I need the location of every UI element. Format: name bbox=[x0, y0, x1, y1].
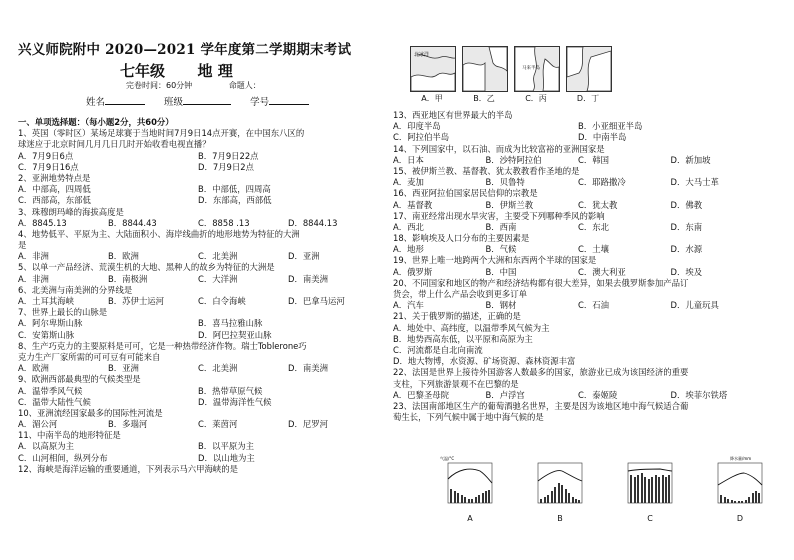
question-line: 22、法国是世界上接待外国游客人数最多的国家，旅游业已成为该国经济的重要 bbox=[393, 367, 689, 378]
option-item[interactable]: C．山河相间，纵列分布 bbox=[18, 452, 108, 463]
option-item[interactable]: C．白令海峡 bbox=[198, 296, 246, 306]
id-blank[interactable] bbox=[269, 94, 309, 105]
option-item[interactable]: C．东北 bbox=[578, 221, 609, 232]
option-item[interactable]: B．伊斯兰教 bbox=[485, 199, 534, 210]
class-field[interactable] bbox=[164, 94, 231, 108]
option-item[interactable]: C．安第斯山脉 bbox=[18, 329, 75, 340]
question-line: 支柱，下列旅游景观不在巴黎的是 bbox=[393, 378, 519, 389]
option-item[interactable]: D．亚洲 bbox=[288, 251, 320, 262]
question-line: 13、西亚地区有世界最大的半岛 bbox=[393, 110, 513, 120]
option-item[interactable]: B．中国 bbox=[485, 266, 517, 277]
option-item[interactable]: B．热带草原气候 bbox=[198, 385, 263, 396]
option-item[interactable]: B．7月9日22点 bbox=[198, 150, 259, 161]
map-a bbox=[410, 46, 456, 92]
map-d bbox=[566, 46, 612, 92]
option-item[interactable]: B．气候 bbox=[485, 244, 517, 255]
climate-charts bbox=[440, 455, 780, 555]
option-item[interactable]: D．南美洲 bbox=[288, 273, 328, 284]
option-item[interactable]: C．耶路撒冷 bbox=[578, 177, 626, 188]
question-line: 克力生产厂家所需的可可豆有可能来自 bbox=[18, 351, 161, 362]
subject-label: 地 理 bbox=[197, 62, 233, 80]
id-label: 学号 bbox=[250, 97, 270, 108]
option-row bbox=[18, 184, 373, 195]
option-row bbox=[393, 300, 773, 311]
option-item[interactable]: B．卢浮宫 bbox=[485, 389, 525, 400]
option-item[interactable]: A．中部高，四周低 bbox=[18, 184, 91, 195]
option-item[interactable]: D．埃及 bbox=[670, 266, 703, 277]
option-row bbox=[393, 121, 773, 132]
option-row bbox=[18, 419, 373, 430]
option-row bbox=[18, 162, 373, 173]
option-row bbox=[18, 251, 373, 262]
option-row bbox=[393, 244, 773, 255]
option-row bbox=[18, 441, 373, 452]
option-item[interactable]: C．石油 bbox=[578, 300, 609, 311]
exam-meta bbox=[126, 80, 295, 91]
option-item[interactable]: B．钢材 bbox=[485, 300, 517, 311]
climate-label-c: C bbox=[647, 514, 653, 523]
option-item[interactable]: D．东南 bbox=[670, 221, 703, 232]
option-item[interactable]: C．莱茵河 bbox=[198, 419, 238, 430]
option-row bbox=[18, 274, 373, 285]
option-row bbox=[393, 267, 773, 278]
map-b bbox=[462, 46, 508, 92]
map-c-caption: C．丙 bbox=[525, 94, 547, 103]
map-c-label: 马来半岛 bbox=[522, 66, 540, 71]
option-item[interactable]: B．8844.43 bbox=[108, 217, 157, 228]
option-item[interactable]: A．阿尔卑斯山脉 bbox=[18, 318, 83, 329]
option-item[interactable]: A．日本 bbox=[393, 154, 424, 165]
option-row bbox=[18, 330, 373, 341]
option-item[interactable]: C．土壤 bbox=[578, 244, 609, 255]
id-field[interactable] bbox=[250, 94, 309, 108]
class-label: 班级 bbox=[164, 97, 184, 108]
question-line: 12、海峡是海洋运输的重要通道，下列表示马六甲海峡的是 bbox=[18, 463, 239, 474]
option-row bbox=[393, 177, 773, 188]
option-item[interactable]: B．以平原为主 bbox=[198, 441, 254, 452]
option-item[interactable]: A．非洲 bbox=[18, 273, 49, 284]
grade-subject bbox=[120, 60, 233, 81]
question-line: 20、不同国家和地区的物产和经济结构都有很大差异，如果去俄罗斯参加产品订 bbox=[393, 277, 689, 288]
name-label: 姓名 bbox=[86, 97, 106, 108]
climate-chart-d bbox=[710, 455, 770, 505]
question-line: 萄生长，下列气候中属于地中海气候的是 bbox=[393, 412, 544, 423]
question-line: 11、中南半岛的地形特征是 bbox=[18, 430, 121, 441]
grade-label: 七年级 bbox=[120, 62, 166, 80]
question-line: 10、亚洲流经国家最多的国际性河流是 bbox=[18, 407, 163, 418]
option-item[interactable]: B．欧洲 bbox=[108, 251, 139, 262]
climate-label-a: A bbox=[467, 514, 473, 523]
map-b-drawing bbox=[463, 47, 507, 91]
right-question-column bbox=[393, 110, 773, 423]
option-item[interactable]: B．苏伊士运河 bbox=[108, 296, 164, 306]
question-line: D．地大物博，水资源、矿场资源、森林资源丰富 bbox=[393, 356, 576, 367]
class-blank[interactable] bbox=[183, 94, 231, 105]
option-item[interactable]: B．贝鲁特 bbox=[485, 177, 525, 188]
option-item[interactable]: C．温带大陆性气候 bbox=[18, 396, 91, 407]
option-row bbox=[18, 296, 373, 307]
exam-title: 兴义师院附中 2020—2021 学年度第二学期期末考试 bbox=[18, 42, 352, 58]
name-field[interactable] bbox=[86, 94, 145, 108]
option-row bbox=[393, 390, 773, 401]
option-item[interactable]: A．湄公河 bbox=[18, 419, 58, 430]
option-item[interactable]: C．阿拉伯半岛 bbox=[393, 132, 450, 143]
option-item[interactable]: A．俄罗斯 bbox=[393, 266, 433, 277]
question-line: 5、以单一产品经济、荒漠生机的大地、黑种人的故乡为特征的大洲是 bbox=[18, 262, 275, 273]
option-item[interactable]: A．温带季风气候 bbox=[18, 385, 83, 396]
option-item[interactable]: A．地形 bbox=[393, 244, 424, 255]
option-row bbox=[18, 318, 373, 329]
option-item[interactable]: A．以高原为主 bbox=[18, 441, 74, 452]
exam-time: 完卷时间：60分钟 bbox=[126, 81, 193, 90]
option-item[interactable]: B．多瑙河 bbox=[108, 419, 148, 430]
option-item[interactable]: A．西北 bbox=[393, 221, 424, 232]
map-d-drawing bbox=[567, 47, 611, 91]
chart-d-unit: 降水量/mm bbox=[730, 456, 752, 461]
option-row bbox=[393, 132, 773, 143]
question-line: 9、欧洲西部最典型的气候类型是 bbox=[18, 374, 141, 385]
question-line: 14、下列国家中，以石油、而成为比较富裕的亚洲国家是 bbox=[393, 143, 605, 154]
option-item[interactable]: A．麦加 bbox=[393, 177, 424, 188]
question-line: 4、地势低平、平原为主、大陆面积小、海岸线曲折的地形地势为特征的大洲 bbox=[18, 228, 300, 239]
option-item[interactable]: B．亚洲 bbox=[108, 363, 139, 374]
option-item[interactable]: A．巴黎圣母院 bbox=[393, 389, 449, 400]
question-line: 19、世界上唯一地跨两个大洲和东西两个半球的国家是 bbox=[393, 255, 597, 266]
option-item[interactable]: B．中部低，四周高 bbox=[198, 184, 271, 195]
option-item[interactable]: B．西南 bbox=[485, 221, 517, 232]
option-item[interactable]: D．儿童玩具 bbox=[670, 300, 719, 311]
student-info-row bbox=[86, 94, 325, 108]
option-item[interactable]: D．温带海洋性气候 bbox=[198, 396, 272, 407]
question-line: 15、被伊斯兰教、基督教、犹太教教看作圣地的是 bbox=[393, 165, 580, 176]
option-item[interactable]: D．大马士革 bbox=[670, 177, 719, 188]
option-item[interactable]: D．东部高，西部低 bbox=[198, 195, 272, 206]
question-line: 3、珠穆朗玛峰的海拔高度是 bbox=[18, 206, 124, 217]
option-item[interactable]: A．非洲 bbox=[18, 251, 49, 262]
name-blank[interactable] bbox=[105, 94, 145, 105]
option-item[interactable]: B．喜马拉雅山脉 bbox=[198, 318, 263, 329]
option-item[interactable]: D．8844.13 bbox=[288, 217, 338, 228]
question-line: 2、亚洲地势特点是 bbox=[18, 172, 91, 183]
map-d-caption: D．丁 bbox=[576, 94, 600, 103]
climate-label-d: D bbox=[736, 514, 744, 523]
option-item[interactable]: C．韩国 bbox=[578, 154, 609, 165]
strait-maps bbox=[410, 46, 610, 102]
climate-chart-a-svg bbox=[440, 455, 500, 511]
option-item[interactable]: A．印度半岛 bbox=[393, 121, 441, 132]
question-line: 货会，带上什么产品会收到更多订单 bbox=[393, 289, 527, 299]
option-item[interactable]: C．北美洲 bbox=[198, 251, 238, 262]
question-line: 17、南亚经常出现水旱灾害，主要受下列哪种季风的影响 bbox=[393, 210, 605, 221]
option-row bbox=[18, 218, 373, 229]
section-heading: 一、单项选择题：（每小题2分，共60分） bbox=[18, 117, 174, 127]
option-item[interactable]: D．尼罗河 bbox=[288, 419, 328, 430]
question-line: 18、影响埃及人口分布的主要因素是 bbox=[393, 233, 530, 244]
option-row bbox=[18, 151, 373, 162]
option-item[interactable]: A．汽车 bbox=[393, 300, 424, 311]
option-item[interactable]: D．7月9日2点 bbox=[198, 161, 254, 172]
climate-chart-c-svg bbox=[620, 455, 680, 511]
option-row bbox=[393, 155, 773, 166]
question-line: B．地势西高东低，以平原和高原为主 bbox=[393, 333, 533, 344]
option-item[interactable]: D．新加坡 bbox=[670, 154, 711, 165]
option-item[interactable]: C．大洋洲 bbox=[198, 273, 238, 284]
question-line: 6、北美洲与南美洲的分界线是 bbox=[18, 284, 133, 295]
map-a-label: 北冰洋 bbox=[414, 52, 430, 58]
option-item[interactable]: C．北美洲 bbox=[198, 363, 238, 374]
option-item[interactable]: C．8858 .13 bbox=[198, 217, 250, 228]
option-item[interactable]: C．澳大利亚 bbox=[578, 266, 626, 277]
climate-chart-d-svg bbox=[710, 455, 770, 511]
left-question-column bbox=[18, 117, 373, 475]
option-row bbox=[18, 453, 373, 464]
option-row bbox=[393, 200, 773, 211]
question-line: 7、世界上最长的山脉是 bbox=[18, 307, 108, 318]
climate-chart-b bbox=[530, 455, 590, 505]
option-item[interactable]: D．水源 bbox=[670, 244, 703, 255]
question-line: 8、生产巧克力的主要原料是可可，它是一种热带经济作物。瑞士Toblerone巧 bbox=[18, 340, 307, 351]
question-line: 是 bbox=[18, 240, 27, 251]
question-line: C．河流都是自北向南流 bbox=[393, 344, 483, 355]
option-item[interactable]: C．犹太教 bbox=[578, 199, 618, 210]
climate-chart-c bbox=[620, 455, 680, 505]
climate-chart-b-svg bbox=[530, 455, 590, 511]
exam-setter: 命题人： bbox=[228, 81, 261, 90]
option-item[interactable]: B．沙特阿拉伯 bbox=[485, 154, 542, 165]
option-item[interactable]: A．土耳其海峡 bbox=[18, 296, 74, 306]
option-item[interactable]: C．西部高，东部低 bbox=[18, 195, 91, 206]
option-item[interactable]: D．中南半岛 bbox=[578, 132, 627, 143]
question-line: 球迷应于北京时间几月几日几时开始收看电视直播？ bbox=[18, 139, 211, 150]
option-item[interactable]: A．7月9日6点 bbox=[18, 150, 74, 161]
option-item[interactable]: D．以山地为主 bbox=[198, 452, 255, 463]
map-b-caption: B．乙 bbox=[473, 94, 495, 103]
option-row bbox=[18, 195, 373, 206]
option-item[interactable]: D．南美洲 bbox=[288, 363, 328, 374]
climate-label-b: B bbox=[557, 514, 563, 523]
option-item[interactable]: B．小亚细亚半岛 bbox=[578, 121, 643, 132]
option-item[interactable]: D．佛教 bbox=[670, 199, 703, 210]
question-line: A．地处中、高纬度，以温带季风气候为主 bbox=[393, 322, 550, 333]
option-item[interactable]: A．8845.13 bbox=[18, 217, 67, 228]
question-line: 21、关于俄罗斯的描述，正确的是 bbox=[393, 311, 521, 322]
option-row bbox=[393, 222, 773, 233]
map-c bbox=[514, 46, 560, 92]
option-item[interactable]: C．7月9日16点 bbox=[18, 161, 79, 172]
option-item[interactable]: C．泰姬陵 bbox=[578, 389, 618, 400]
option-row bbox=[18, 397, 373, 408]
climate-chart-a bbox=[440, 455, 500, 505]
map-a-caption: A．甲 bbox=[421, 94, 443, 103]
option-item[interactable]: D．巴拿马运河 bbox=[288, 296, 345, 306]
option-item[interactable]: B．南极洲 bbox=[108, 273, 148, 284]
question-line: 1、英国（零时区）某场足球赛于当地时间7月9日14点开赛，在中国东八区的 bbox=[18, 128, 305, 139]
option-row bbox=[18, 363, 373, 374]
chart-a-unit: 气温/°C bbox=[440, 456, 455, 461]
question-line: 23、法国南部地区生产的葡萄酒驰名世界，主要是因为该地区地中海气候适合葡 bbox=[393, 400, 689, 411]
map-c-drawing bbox=[515, 47, 559, 91]
question-line: 16、西亚阿拉伯国家居民信仰的宗教是 bbox=[393, 188, 538, 199]
option-item[interactable]: D．阿巴拉契亚山脉 bbox=[198, 329, 272, 340]
map-a-drawing bbox=[411, 47, 455, 91]
option-item[interactable]: A．基督教 bbox=[393, 199, 433, 210]
option-item[interactable]: D．埃菲尔铁塔 bbox=[670, 389, 728, 400]
option-item[interactable]: A．欧洲 bbox=[18, 363, 49, 374]
option-row bbox=[18, 386, 373, 397]
